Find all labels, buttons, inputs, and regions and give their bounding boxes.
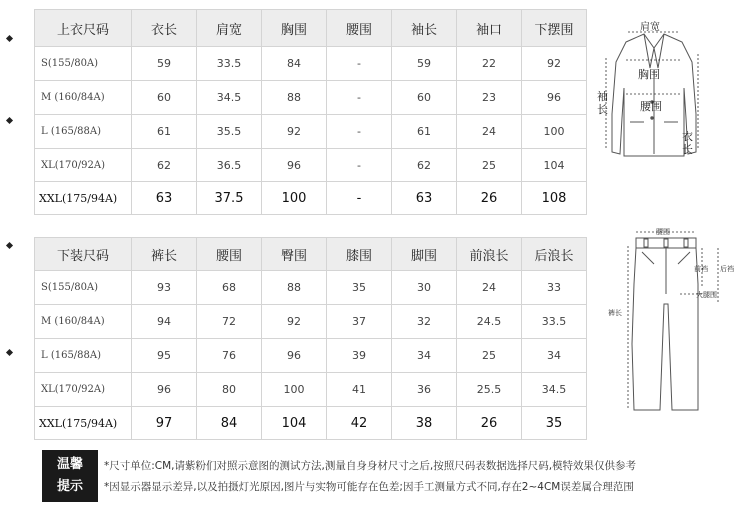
bottom-size-table: [34, 237, 587, 440]
table-row: [35, 149, 587, 182]
header-cell: 脚围: [392, 238, 457, 271]
table-header-row: [35, 238, 587, 271]
table-cell: 22: [457, 47, 522, 81]
pants-length-label: 裤长: [608, 309, 622, 317]
table-cell: 108: [522, 182, 587, 215]
table-cell: -: [327, 182, 392, 215]
header-cell: 前浪长: [457, 238, 522, 271]
header-cell: 衣长: [132, 10, 197, 47]
header-cell: 下装尺码: [35, 238, 132, 271]
table-cell: 72: [197, 305, 262, 339]
tips-title-line2: 提示: [56, 479, 83, 494]
table-row: [35, 271, 587, 305]
header-cell: 上衣尺码: [35, 10, 132, 47]
table-cell: 94: [132, 305, 197, 339]
table-cell: 59: [132, 47, 197, 81]
front-rise-label: 前裆: [694, 265, 708, 273]
table-cell: -: [327, 115, 392, 149]
table-cell: 34.5: [522, 373, 587, 407]
table-row: [35, 373, 587, 407]
table-cell: 35: [327, 271, 392, 305]
table-cell: 68: [197, 271, 262, 305]
table-cell: 63: [132, 182, 197, 215]
table-cell: 35.5: [197, 115, 262, 149]
pants-illustration: [598, 224, 738, 424]
table-cell: 96: [262, 149, 327, 182]
top-size-table: [34, 9, 587, 215]
size-cell: S(155/80A): [35, 47, 132, 81]
pants-waist-label: 腰围: [656, 228, 670, 236]
size-cell: M (160/84A): [35, 81, 132, 115]
table-cell: 37: [327, 305, 392, 339]
header-cell: 裤长: [132, 238, 197, 271]
thigh-label: 大腿围: [696, 291, 717, 299]
tips-line-2: *因显示器显示差异,以及拍摄灯光原因,图片与实物可能存在色差;因手工测量方式不同,存在2~4CM误差属合理范围: [104, 481, 634, 493]
jacket-diagram: [598, 18, 710, 168]
table-cell: 36.5: [197, 149, 262, 182]
table-row: [35, 81, 587, 115]
table-cell: 25.5: [457, 373, 522, 407]
header-cell: 袖口: [457, 10, 522, 47]
table-row: [35, 115, 587, 149]
table-cell: 42: [327, 407, 392, 440]
table-cell: 32: [392, 305, 457, 339]
pants-diagram: [598, 224, 738, 424]
table-cell: 25: [457, 149, 522, 182]
table-cell: 59: [392, 47, 457, 81]
table-cell: 34: [392, 339, 457, 373]
size-cell: M (160/84A): [35, 305, 132, 339]
table-cell: 92: [522, 47, 587, 81]
table-cell: 88: [262, 271, 327, 305]
table-cell: 33: [522, 271, 587, 305]
table-cell: 41: [327, 373, 392, 407]
waist-label: 腰围: [640, 100, 662, 113]
table-cell: 34: [522, 339, 587, 373]
chest-label: 胸围: [638, 68, 660, 81]
tips-line-1: *尺寸单位:CM,请紫粉们对照示意图的测试方法,测量自身身材尺寸之后,按照尺码表数据选择尺码,模特效果仅供参考: [104, 460, 637, 472]
size-cell: XL(170/92A): [35, 149, 132, 182]
table-cell: 92: [262, 115, 327, 149]
shoulder-label: 肩宽: [640, 22, 660, 33]
table-cell: -: [327, 47, 392, 81]
header-cell: 膝围: [327, 238, 392, 271]
table-cell: 61: [392, 115, 457, 149]
header-cell: 胸围: [262, 10, 327, 47]
table-cell: 24: [457, 271, 522, 305]
table-row: [35, 47, 587, 81]
table-cell: 84: [197, 407, 262, 440]
table-cell: 36: [392, 373, 457, 407]
table-cell: 100: [262, 373, 327, 407]
table-cell: 62: [132, 149, 197, 182]
table-cell: 97: [132, 407, 197, 440]
back-rise-label: 后裆: [720, 265, 734, 273]
table-cell: 61: [132, 115, 197, 149]
header-cell: 腰围: [327, 10, 392, 47]
size-cell: S(155/80A): [35, 271, 132, 305]
table-cell: 33.5: [522, 305, 587, 339]
size-cell: L (165/88A): [35, 339, 132, 373]
table-row: [35, 339, 587, 373]
header-cell: 下摆围: [522, 10, 587, 47]
bullet-marker: [6, 349, 13, 356]
table-cell: 33.5: [197, 47, 262, 81]
size-cell: XXL(175/94A): [35, 407, 132, 440]
table-cell: 100: [262, 182, 327, 215]
table-cell: 96: [522, 81, 587, 115]
tips-title-line1: 温馨: [56, 457, 83, 472]
table-cell: -: [327, 149, 392, 182]
table-header-row: [35, 10, 587, 47]
bullet-marker: [6, 35, 13, 42]
table-cell: 84: [262, 47, 327, 81]
table-cell: 24: [457, 115, 522, 149]
table-cell: 88: [262, 81, 327, 115]
bullet-marker: [6, 242, 13, 249]
table-cell: 60: [132, 81, 197, 115]
table-cell: 93: [132, 271, 197, 305]
header-cell: 后浪长: [522, 238, 587, 271]
table-cell: 37.5: [197, 182, 262, 215]
header-cell: 臀围: [262, 238, 327, 271]
table-cell: 62: [392, 149, 457, 182]
table-cell: 24.5: [457, 305, 522, 339]
table-cell: 39: [327, 339, 392, 373]
table-cell: 23: [457, 81, 522, 115]
table-row: [35, 305, 587, 339]
table-row: [35, 407, 587, 440]
table-cell: 96: [132, 373, 197, 407]
table-cell: 35: [522, 407, 587, 440]
bullet-marker: [6, 117, 13, 124]
table-cell: 80: [197, 373, 262, 407]
table-cell: -: [327, 81, 392, 115]
size-cell: XXL(175/94A): [35, 182, 132, 215]
header-cell: 腰围: [197, 238, 262, 271]
table-cell: 60: [392, 81, 457, 115]
length-label: 衣长: [682, 130, 693, 156]
sleeve-label: 袖长: [597, 90, 608, 116]
header-cell: 袖长: [392, 10, 457, 47]
table-cell: 92: [262, 305, 327, 339]
size-cell: L (165/88A): [35, 115, 132, 149]
table-row: [35, 182, 587, 215]
table-cell: 38: [392, 407, 457, 440]
table-cell: 34.5: [197, 81, 262, 115]
table-cell: 76: [197, 339, 262, 373]
header-cell: 肩宽: [197, 10, 262, 47]
size-cell: XL(170/92A): [35, 373, 132, 407]
table-cell: 100: [522, 115, 587, 149]
table-cell: 25: [457, 339, 522, 373]
table-cell: 26: [457, 182, 522, 215]
table-cell: 30: [392, 271, 457, 305]
table-cell: 63: [392, 182, 457, 215]
table-cell: 96: [262, 339, 327, 373]
table-cell: 104: [522, 149, 587, 182]
table-cell: 26: [457, 407, 522, 440]
table-cell: 104: [262, 407, 327, 440]
table-cell: 95: [132, 339, 197, 373]
tips-badge: [42, 450, 98, 502]
